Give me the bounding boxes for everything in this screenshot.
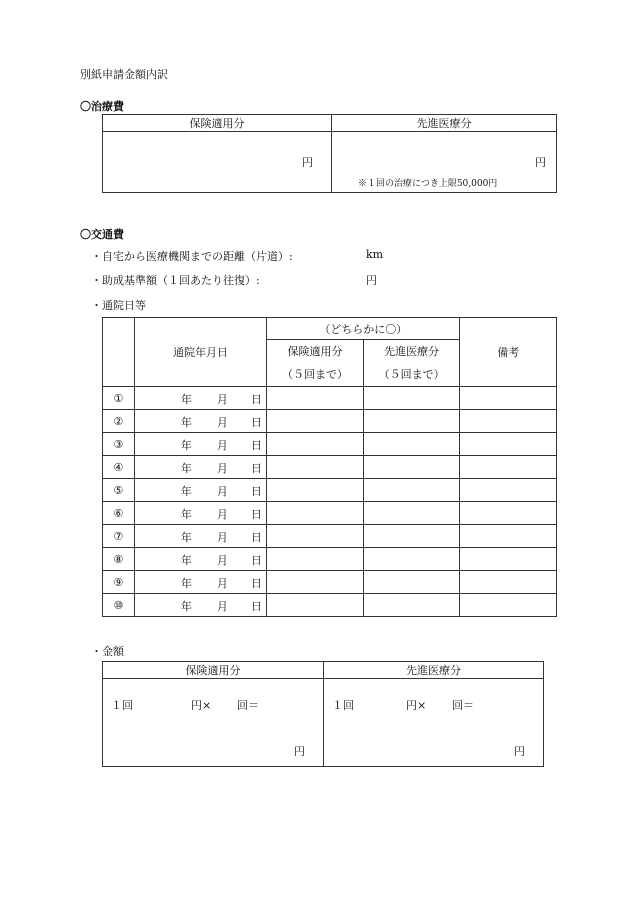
visit-row: [103, 433, 557, 456]
visit-row: [103, 548, 557, 571]
visits-insurance-header: 保険適用分: [267, 340, 364, 363]
amount-insurance-cell[interactable]: [103, 679, 324, 767]
visit-day-label: 日: [250, 577, 262, 590]
visit-row-insurance[interactable]: [267, 525, 364, 548]
amount-once-2: １回: [332, 699, 354, 712]
visit-year-label: 年: [180, 577, 192, 590]
amount-times-1: 回＝: [237, 699, 259, 712]
distance-unit: km: [366, 248, 384, 261]
treatment-col-insurance: 保険適用分: [103, 115, 332, 132]
visit-day-label: 日: [250, 508, 262, 521]
visit-row-number: ⑨: [103, 571, 135, 594]
visit-month-label: 月: [216, 600, 228, 613]
visit-row-date[interactable]: [134, 571, 266, 594]
visit-row-number: ③: [103, 433, 135, 456]
base-amount-unit: 円: [366, 274, 377, 287]
visit-day-label: 日: [250, 531, 262, 544]
visit-month-label: 月: [216, 508, 228, 521]
visit-row-remarks[interactable]: [460, 387, 557, 410]
amount-yen-2: 円: [514, 745, 525, 758]
visit-row: [103, 387, 557, 410]
visit-row-remarks[interactable]: [460, 433, 557, 456]
visit-year-label: 年: [180, 393, 192, 406]
visit-month-label: 月: [216, 485, 228, 498]
visit-row-date[interactable]: [134, 387, 266, 410]
visit-day-label: 日: [250, 462, 262, 475]
visit-month-label: 月: [216, 462, 228, 475]
doc-title: 別紙申請金額内訳: [80, 68, 168, 81]
visit-year-label: 年: [180, 531, 192, 544]
visits-insurance-sub: （５回まで）: [267, 363, 364, 387]
visit-year-label: 年: [180, 439, 192, 452]
visit-day-label: 日: [250, 554, 262, 567]
visit-year-label: 年: [180, 462, 192, 475]
visit-row-advanced[interactable]: [363, 433, 460, 456]
visit-row-remarks[interactable]: [460, 502, 557, 525]
visit-row-date[interactable]: [134, 479, 266, 502]
visit-row-insurance[interactable]: [267, 387, 364, 410]
visit-row-date[interactable]: [134, 433, 266, 456]
amount-yen-x-1: 円×: [191, 699, 212, 712]
visit-year-label: 年: [180, 554, 192, 567]
visit-row-insurance[interactable]: [267, 502, 364, 525]
treatment-table: [102, 114, 557, 193]
distance-label: ・自宅から医療機関までの距離（片道）:: [91, 250, 293, 263]
visit-row-date[interactable]: [134, 502, 266, 525]
visits-advanced-header: 先進医療分: [363, 340, 460, 363]
amount-heading: ・金額: [91, 645, 124, 658]
visit-row-insurance[interactable]: [267, 456, 364, 479]
visits-table: [102, 317, 557, 617]
visits-advanced-sub: （５回まで）: [363, 363, 460, 387]
treatment-advanced-cell[interactable]: [332, 132, 557, 193]
visit-row-date[interactable]: [134, 594, 266, 617]
visit-year-label: 年: [180, 508, 192, 521]
visit-row-remarks[interactable]: [460, 548, 557, 571]
visit-row-insurance[interactable]: [267, 594, 364, 617]
visit-row-remarks[interactable]: [460, 456, 557, 479]
visit-row-date[interactable]: [134, 456, 266, 479]
visit-day-label: 日: [250, 439, 262, 452]
visit-day-label: 日: [250, 416, 262, 429]
amount-yen-1: 円: [294, 745, 305, 758]
visit-month-label: 月: [216, 577, 228, 590]
base-amount-label: ・助成基準額（１回あたり往復）:: [91, 274, 260, 287]
amount-col-advanced: 先進医療分: [324, 662, 544, 679]
visit-row-insurance[interactable]: [267, 410, 364, 433]
visit-row: [103, 456, 557, 479]
visit-row-advanced[interactable]: [363, 410, 460, 433]
visit-row: [103, 594, 557, 617]
visit-row-advanced[interactable]: [363, 502, 460, 525]
visit-row-insurance[interactable]: [267, 479, 364, 502]
visit-row-number: ⑥: [103, 502, 135, 525]
visit-row: [103, 410, 557, 433]
visit-year-label: 年: [180, 600, 192, 613]
visit-row-date[interactable]: [134, 548, 266, 571]
visit-month-label: 月: [216, 416, 228, 429]
treatment-yen-2: 円: [535, 156, 546, 169]
visit-row-insurance[interactable]: [267, 433, 364, 456]
visit-row-remarks[interactable]: [460, 594, 557, 617]
visit-month-label: 月: [216, 554, 228, 567]
visit-row-advanced[interactable]: [363, 594, 460, 617]
visits-choose-header: （どちらかに〇）: [267, 318, 460, 340]
visit-year-label: 年: [180, 485, 192, 498]
visit-row-advanced[interactable]: [363, 456, 460, 479]
visit-row-number: ②: [103, 410, 135, 433]
amount-yen-x-2: 円×: [406, 699, 427, 712]
visit-row-advanced[interactable]: [363, 525, 460, 548]
visit-row-number: ⑩: [103, 594, 135, 617]
amount-col-insurance: 保険適用分: [103, 662, 324, 679]
visit-month-label: 月: [216, 439, 228, 452]
visit-row-date[interactable]: [134, 525, 266, 548]
visit-row-number: ①: [103, 387, 135, 410]
visit-row-advanced[interactable]: [363, 387, 460, 410]
visit-row-remarks[interactable]: [460, 410, 557, 433]
visit-row-insurance[interactable]: [267, 548, 364, 571]
visits-remarks-header: 備考: [460, 318, 557, 387]
amount-table: [102, 661, 544, 767]
visit-row-remarks[interactable]: [460, 525, 557, 548]
visit-month-label: 月: [216, 393, 228, 406]
visit-day-label: 日: [250, 600, 262, 613]
visit-day-label: 日: [250, 393, 262, 406]
visit-row-remarks[interactable]: [460, 479, 557, 502]
treatment-col-advanced: 先進医療分: [332, 115, 557, 132]
visit-row: [103, 571, 557, 594]
visit-row: [103, 479, 557, 502]
visit-row: [103, 525, 557, 548]
visit-month-label: 月: [216, 531, 228, 544]
visit-day-label: 日: [250, 485, 262, 498]
amount-once-1: １回: [111, 699, 133, 712]
visits-label: ・通院日等: [91, 299, 146, 312]
amount-times-2: 回＝: [452, 699, 474, 712]
visit-row: [103, 502, 557, 525]
visit-row-advanced[interactable]: [363, 571, 460, 594]
visit-row-advanced[interactable]: [363, 479, 460, 502]
visits-date-header: 通院年月日: [134, 318, 266, 387]
treatment-heading: 〇治療費: [80, 100, 124, 113]
visit-row-remarks[interactable]: [460, 571, 557, 594]
visit-year-label: 年: [180, 416, 192, 429]
visit-row-date[interactable]: [134, 410, 266, 433]
visit-row-advanced[interactable]: [363, 548, 460, 571]
visit-row-insurance[interactable]: [267, 571, 364, 594]
visit-row-number: ⑦: [103, 525, 135, 548]
visit-row-number: ④: [103, 456, 135, 479]
visit-row-number: ⑤: [103, 479, 135, 502]
treatment-yen-1: 円: [302, 156, 313, 169]
amount-advanced-cell[interactable]: [324, 679, 544, 767]
treatment-note: ※１回の治療につき上限50,000円: [358, 179, 498, 189]
transport-heading: 〇交通費: [80, 228, 124, 241]
visits-num-header: [103, 318, 135, 387]
treatment-insurance-cell[interactable]: [103, 132, 332, 193]
visit-row-number: ⑧: [103, 548, 135, 571]
